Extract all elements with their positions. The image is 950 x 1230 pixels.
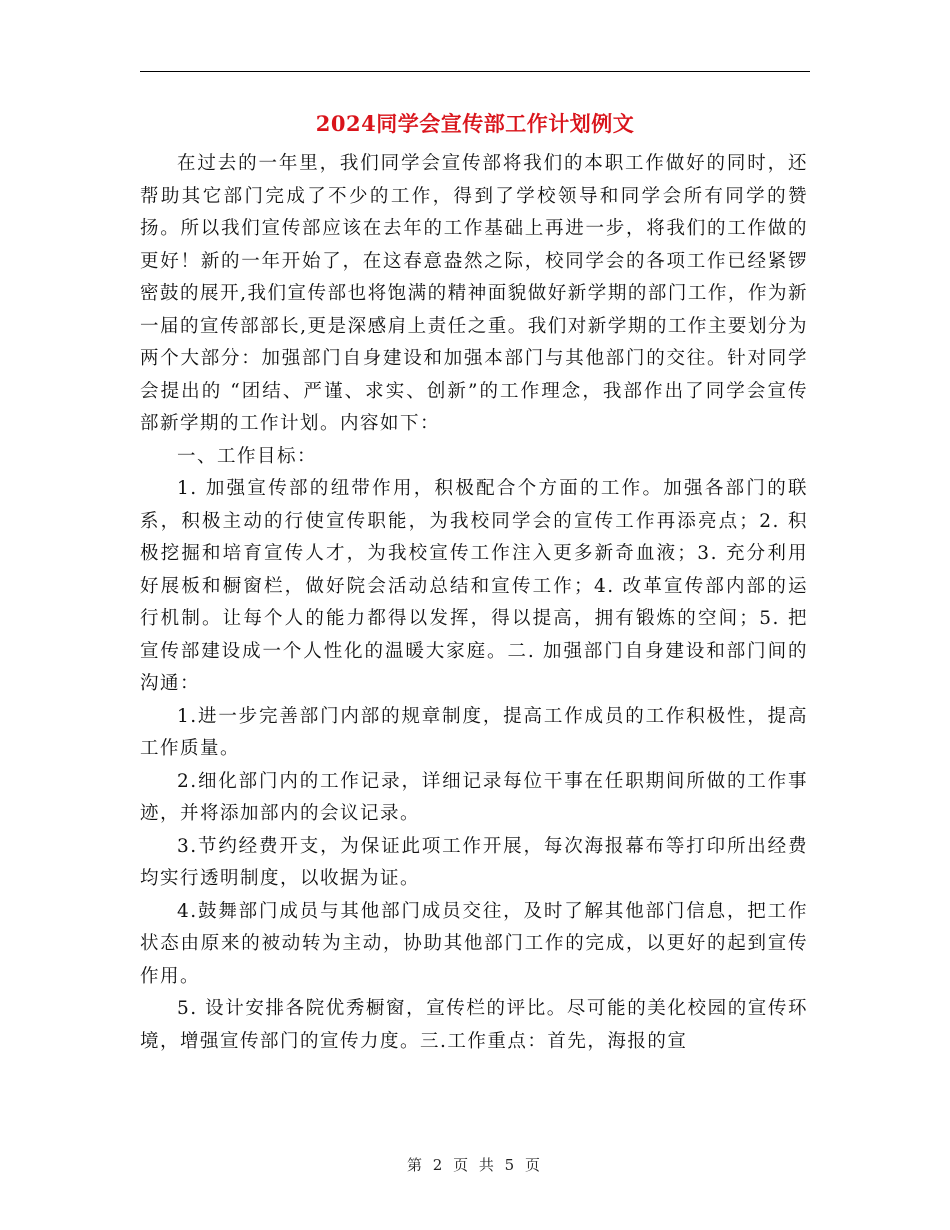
header-rule <box>140 71 810 72</box>
paragraph-item-3: 3.节约经费开支，为保证此项工作开展，每次海报幕布等打印所出经费均实行透明制度，以收据为证。 <box>140 835 808 889</box>
page-number: 第 2 页 共 5 页 <box>407 1156 543 1174</box>
paragraph-section-1-heading: 一、工作目标： <box>177 445 318 467</box>
paragraph-item-2: 2.细化部门内的工作记录，详细记录每位干事在任职期间所做的工作事迹，并将添加部内的会议记录。 <box>140 770 808 824</box>
paragraph-item-4: 4.鼓舞部门成员与其他部门成员交往，及时了解其他部门信息，把工作状态由原来的被动转为主动，协助其他部门工作的完成，以更好的起到宣传作用。 <box>140 900 808 987</box>
document-title: 2024同学会宣传部工作计划例文 <box>315 111 635 136</box>
paragraph-goals: 1. 加强宣传部的纽带作用，积极配合个方面的工作。加强各部门的联系，积极主动的行使宣传职能，为我校同学会的宣传工作再添亮点；2. 积极挖掘和培育宣传人才，为我校宣传工作注入更多新奇血液；3. 充分利用好展板和橱窗栏，做好院会活动总结和宣传工作；4. 改革宣传部内部的运行机制。让每个人的能力都得以发挥，得以提高，拥有锻炼的空间；5. 把宣传部建设成一个人性化的温暖大家庭。二. 加强部门自身建设和部门间的沟通： <box>140 478 808 694</box>
paragraph-intro: 在过去的一年里，我们同学会宣传部将我们的本职工作做好的同时，还帮助其它部门完成了不少的工作，得到了学校领导和同学会所有同学的赞扬。所以我们宣传部应该在去年的工作基础上再进一步，将我们的工作做的更好！新的一年开始了，在这春意盎然之际，校同学会的各项工作已经紧锣密鼓的展开,我们宣传部也将饱满的精神面貌做好新学期的部门工作，作为新一届的宣传部部长,更是深感肩上责任之重。我们对新学期的工作主要划分为两个大部分：加强部门自身建设和加强本部门与其他部门的交往。针对同学会提出的 “团结、严谨、求实、创新”的工作理念，我部作出了同学会宣传部新学期的工作计划。内容如下： <box>140 153 808 434</box>
paragraph-item-5: 5. 设计安排各院优秀橱窗，宣传栏的评比。尽可能的美化校园的宣传环境，增强宣传部门的宣传力度。三.工作重点：首先，海报的宣 <box>140 998 808 1052</box>
paragraph-item-1: 1.进一步完善部门内部的规章制度，提高工作成员的工作积极性，提高工作质量。 <box>140 705 808 759</box>
document-body <box>140 148 808 1058</box>
